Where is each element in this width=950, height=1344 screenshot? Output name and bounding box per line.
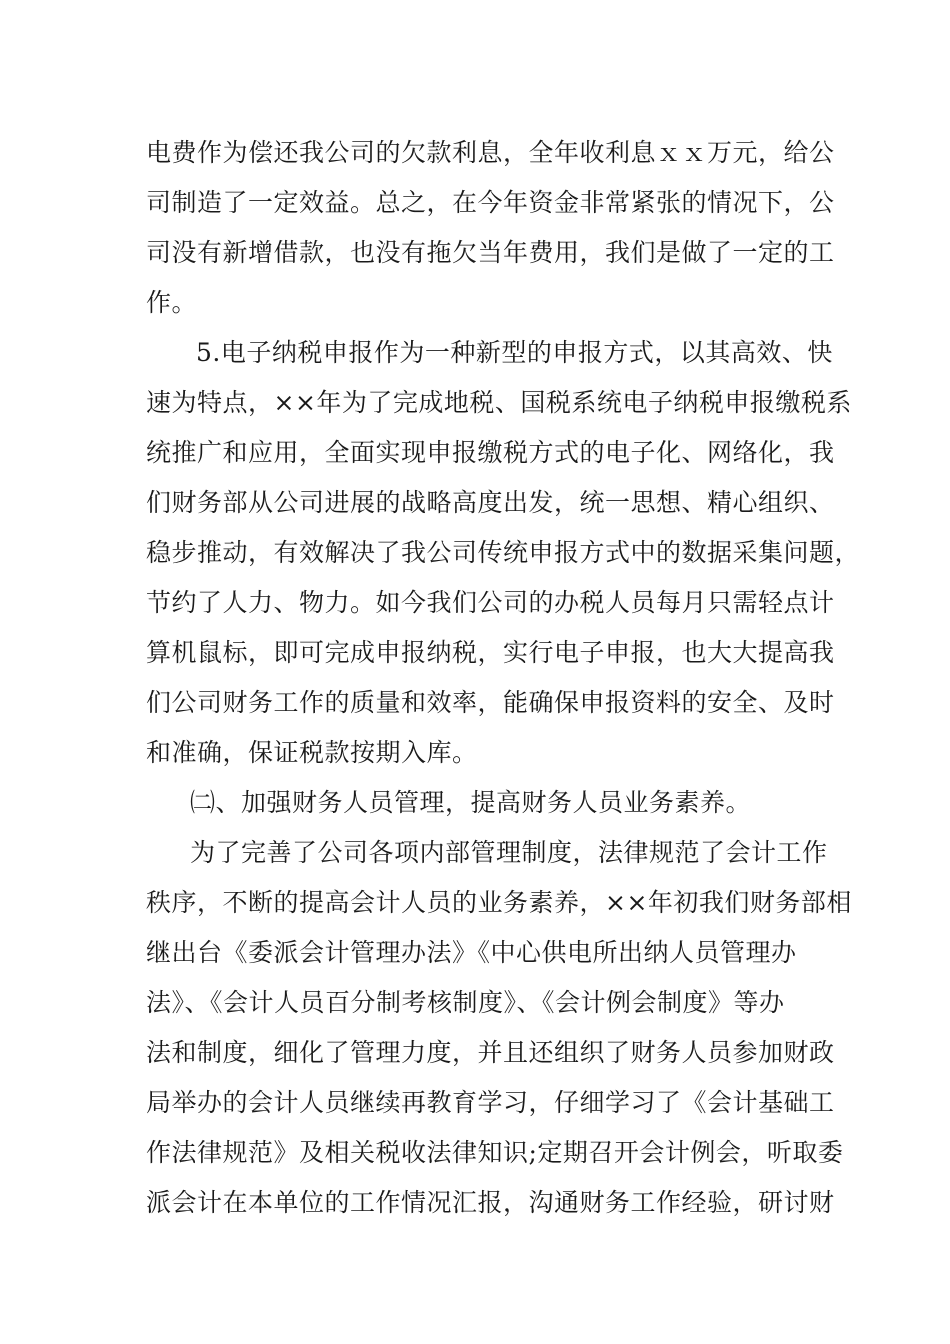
paragraph-start-line: 为了完善了公司各项内部管理制度，法律规范了会计工作: [190, 838, 828, 867]
text-line: 算机鼠标，即可完成申报纳税，实行电子申报，也大大提高我: [146, 638, 835, 667]
text-line: 秩序，不断的提高会计人员的业务素养，××年初我们财务部相: [146, 888, 852, 917]
text-line: 和准确，保证税款按期入库。: [146, 738, 478, 767]
text-line: 统推广和应用，全面实现申报缴税方式的电子化、网络化，我: [146, 438, 835, 467]
text-line: 法》、《会计人员百分制考核制度》、《会计例会制度》等办: [146, 988, 785, 1017]
text-line: 作。: [146, 288, 198, 317]
text-line: 速为特点，××年为了完成地税、国税系统电子纳税申报缴税系: [146, 388, 852, 417]
text-line: 派会计在本单位的工作情况汇报，沟通财务工作经验，研讨财: [146, 1188, 835, 1217]
text-line: 们公司财务工作的质量和效率，能确保申报资料的安全、及时: [146, 688, 835, 717]
text-line: 稳步推动，有效解决了我公司传统申报方式中的数据采集问题，: [146, 538, 861, 567]
text-line: 作法律规范》及相关税收法律知识;定期召开会计例会，听取委: [146, 1138, 844, 1167]
text-line: 司没有新增借款，也没有拖欠当年费用，我们是做了一定的工: [146, 238, 835, 267]
text-line: 节约了人力、物力。如今我们公司的办税人员每月只需轻点计: [146, 588, 835, 617]
text-line: 们财务部从公司进展的战略高度出发，统一思想、精心组织、: [146, 488, 835, 517]
section-heading: ㈡、加强财务人员管理，提高财务人员业务素养。: [190, 788, 752, 817]
text-line: 局举办的会计人员继续再教育学习，仔细学习了《会计基础工: [146, 1088, 835, 1117]
paragraph-start-line: 5.电子纳税申报作为一种新型的申报方式，以其高效、快: [196, 338, 833, 367]
text-line: 司制造了一定效益。总之，在今年资金非常紧张的情况下，公: [146, 188, 835, 217]
text-line: 继出台《委派会计管理办法》《中心供电所出纳人员管理办: [146, 938, 797, 967]
text-line: 电费作为偿还我公司的欠款利息，全年收利息ｘｘ万元，给公: [146, 138, 835, 167]
text-line: 法和制度，细化了管理力度，并且还组织了财务人员参加财政: [146, 1038, 835, 1067]
